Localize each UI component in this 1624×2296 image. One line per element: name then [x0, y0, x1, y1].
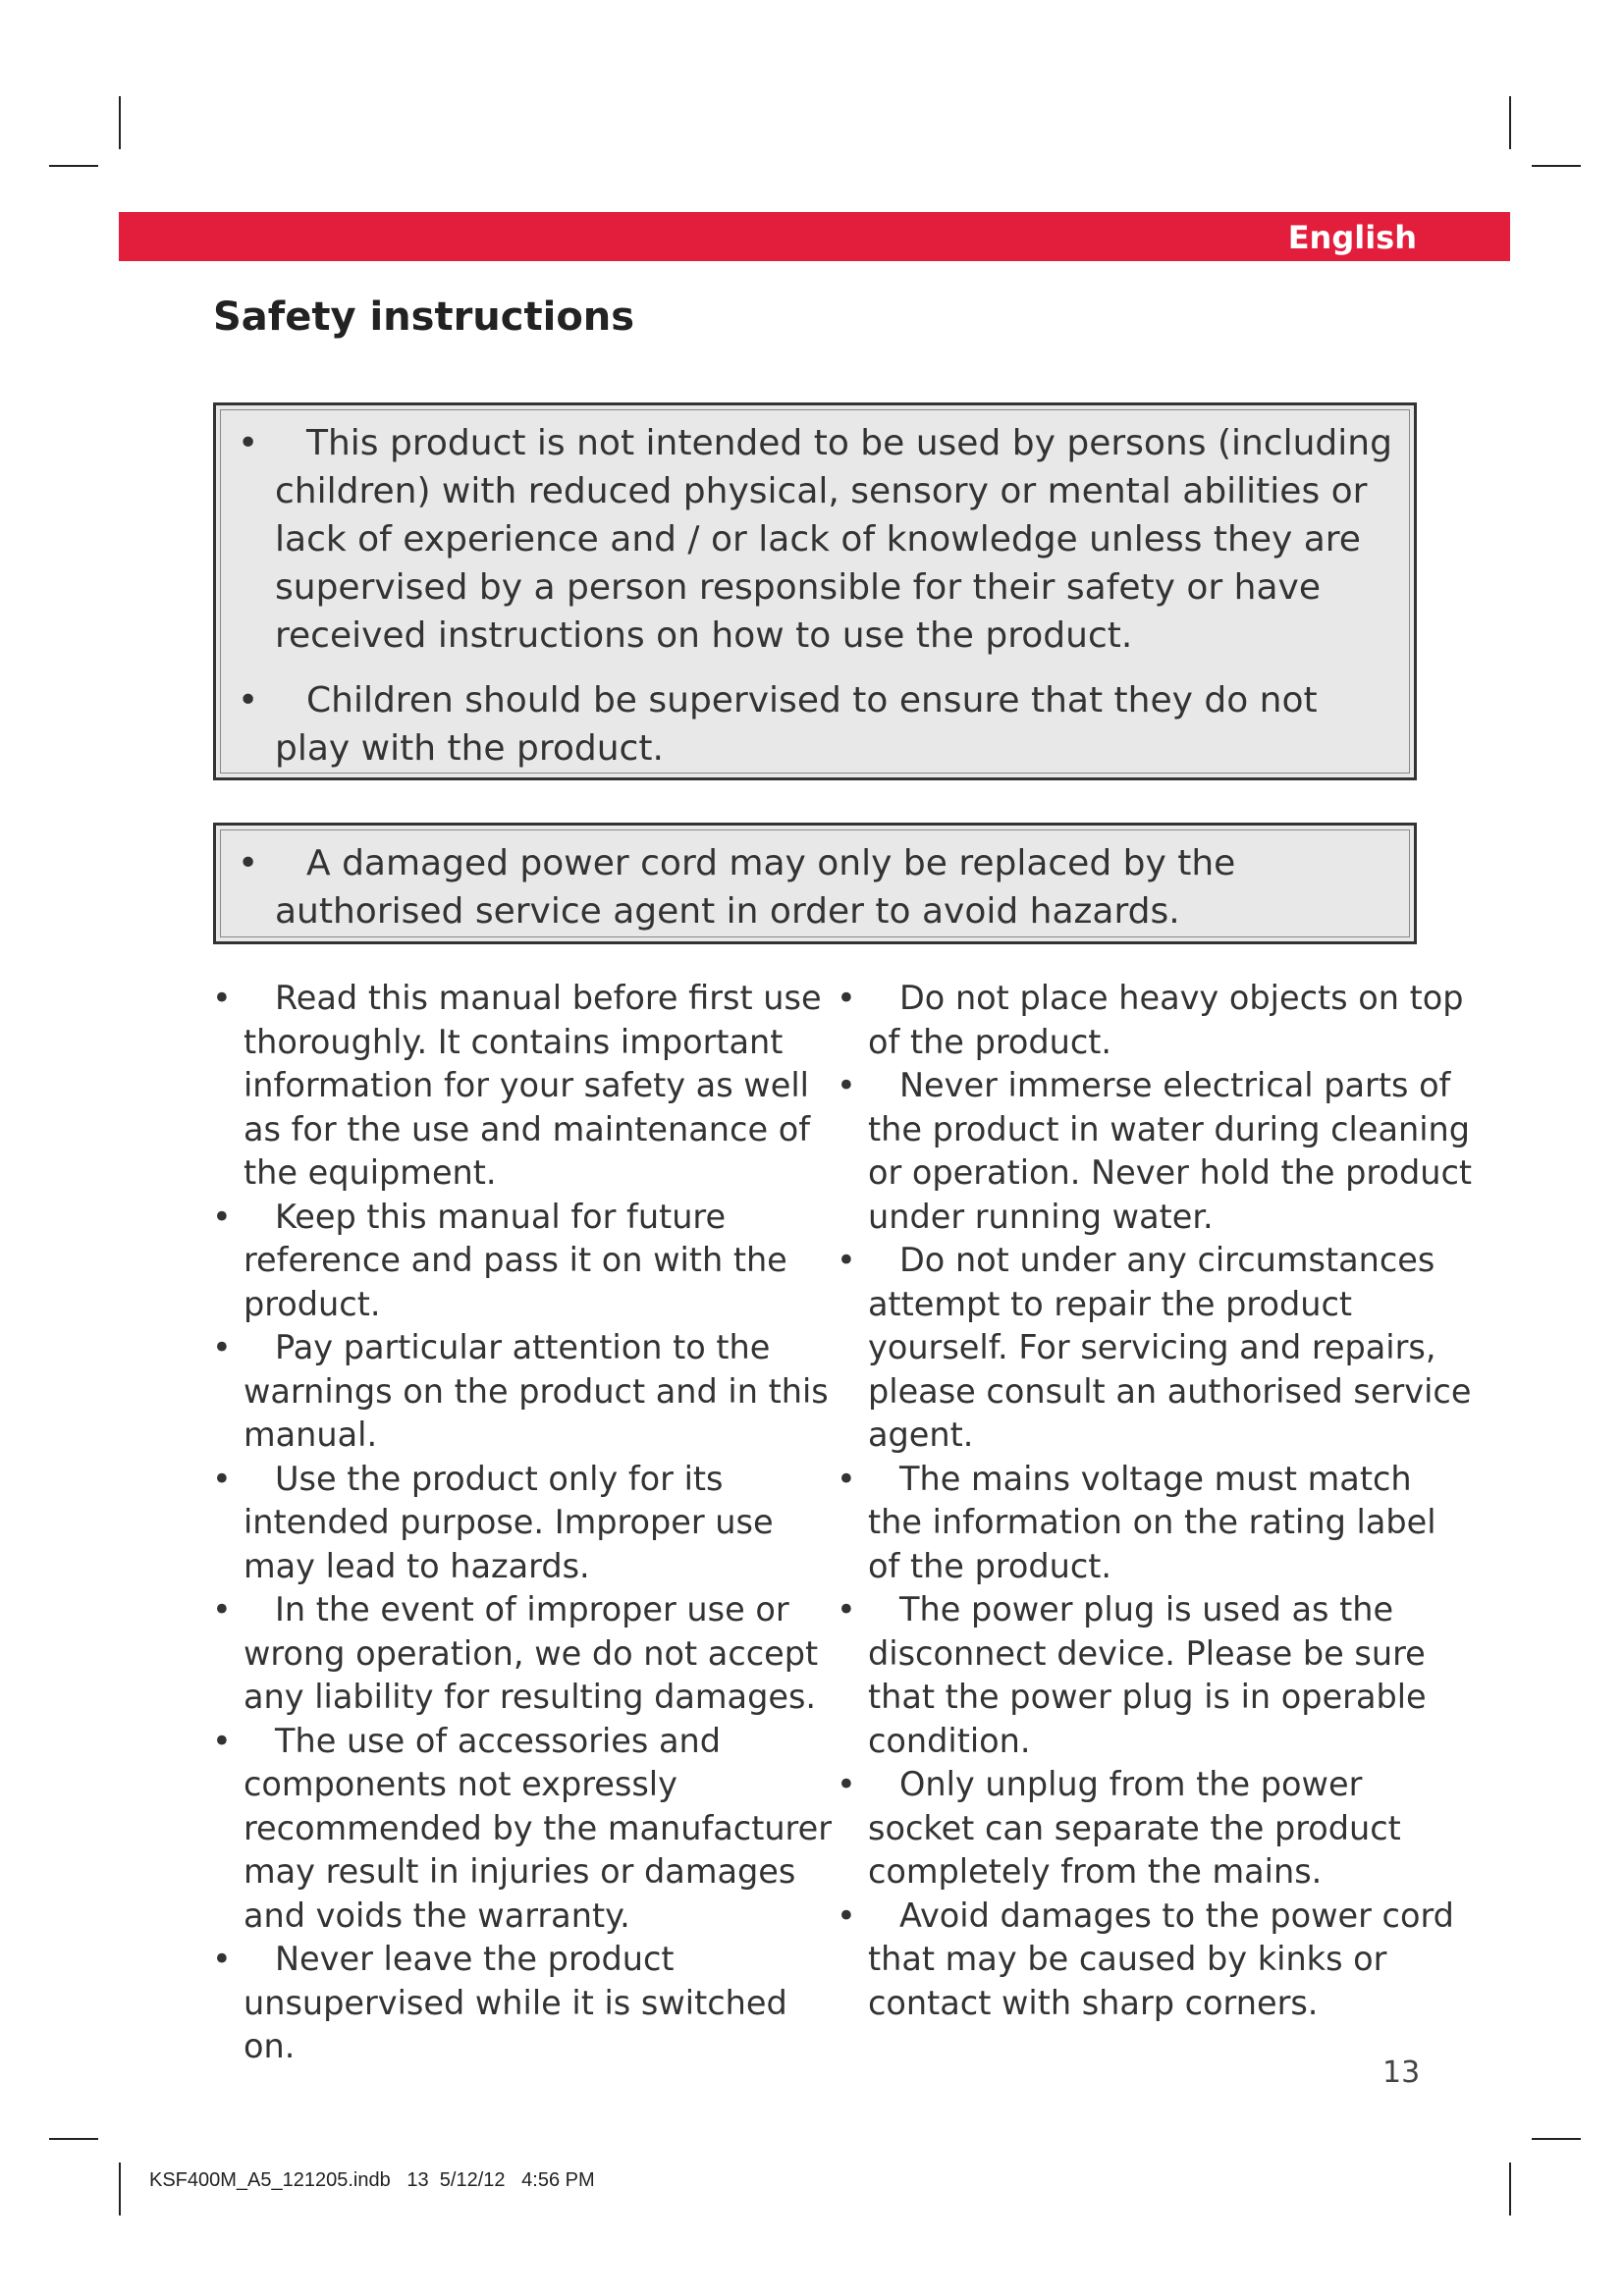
bullet: • [238, 680, 259, 721]
crop-mark [1532, 2138, 1581, 2140]
list-item-text: The mains voltage must match the information on the rating label of the product. [868, 1459, 1436, 1585]
list-item [837, 1239, 1475, 1458]
bullet: • [837, 1765, 856, 1803]
right-column [837, 977, 1475, 2025]
page-number: 13 [1382, 2056, 1421, 2090]
bullet: • [212, 1940, 232, 1978]
bullet: • [212, 1328, 232, 1366]
bullet: • [837, 1066, 856, 1104]
list-item [212, 1720, 840, 1939]
print-slug: KSF400M_A5_121205.indb 13 5/12/12 4:56 PM [149, 2169, 595, 2191]
bullet: • [837, 1896, 856, 1935]
crop-mark [1509, 96, 1511, 149]
list-item-text: Do not under any circumstances attempt to repair the product yourself. For servicing and repairs, please consult an authorised service agent. [868, 1241, 1472, 1454]
list-item-text: In the event of improper use or wrong operation, we do not accept any liability for resulting damages. [244, 1590, 819, 1716]
crop-mark [1532, 165, 1581, 167]
list-item [837, 1064, 1475, 1239]
language-header-bar [119, 212, 1510, 261]
list-item-text: Avoid damages to the power cord that may be caused by kinks or contact with sharp corners. [868, 1896, 1454, 2022]
page-title: Safety instructions [213, 294, 635, 340]
bullet: • [837, 979, 856, 1017]
crop-mark [1509, 2163, 1511, 2216]
list-item-text: This product is not intended to be used by persons (including children) with reduced physical, sensory or mental abilities or lack of experience and / or lack of knowledge unless they are supervised by a person responsible for their safety or have received instructions on how to use the product. [275, 423, 1392, 656]
bullet: • [212, 1590, 232, 1629]
warning-box [213, 823, 1417, 944]
bullet: • [837, 1459, 856, 1498]
list-item-text: A damaged power cord may only be replaced by the authorised service agent in order to avoid hazards. [275, 843, 1236, 932]
list-item-text: Do not place heavy objects on top of the product. [868, 979, 1464, 1061]
list-item [837, 1763, 1475, 1895]
list-item-text: Children should be supervised to ensure that they do not play with the product. [275, 680, 1318, 769]
list-item-text: Use the product only for its intended purpose. Improper use may lead to hazards. [244, 1459, 774, 1585]
list-item [212, 977, 840, 1196]
crop-mark [119, 2163, 121, 2216]
list-item-text: Only unplug from the power socket can separate the product completely from the mains. [868, 1765, 1401, 1891]
crop-mark [119, 96, 121, 149]
list-item [212, 1938, 840, 2069]
list-item-text: The power plug is used as the disconnect device. Please be sure that the power plug is in operable condition. [868, 1590, 1427, 1760]
list-item [837, 1895, 1475, 2026]
bullet: • [837, 1241, 856, 1279]
list-item-text: Pay particular attention to the warnings on the product and in this manual. [244, 1328, 829, 1454]
crop-mark [49, 165, 98, 167]
list-item-text: Keep this manual for future reference and pass it on with the product. [244, 1197, 787, 1323]
bullet: • [212, 1721, 232, 1760]
list-item [837, 977, 1475, 1064]
list-item-text: The use of accessories and components not expressly recommended by the manufacturer may result in injuries or damages and voids the warranty. [244, 1721, 832, 1935]
list-item [837, 1458, 1475, 1589]
warning-box [213, 402, 1417, 780]
list-item [212, 1588, 840, 1720]
crop-mark [49, 2138, 98, 2140]
list-item-text: Never leave the product unsupervised while it is switched on. [244, 1940, 787, 2065]
bullet: • [212, 979, 232, 1017]
list-item-text: Read this manual before first use thoroughly. It contains important information for your safety as well as for the use and maintenance of the equipment. [244, 979, 822, 1192]
bullet: • [212, 1459, 232, 1498]
bullet: • [837, 1590, 856, 1629]
list-item-text: Never immerse electrical parts of the product in water during cleaning or operation. Never hold the product under running water. [868, 1066, 1473, 1236]
list-item [238, 839, 1392, 935]
bullet: • [212, 1197, 232, 1236]
list-item [212, 1458, 840, 1589]
list-item [212, 1196, 840, 1327]
list-item [238, 419, 1392, 660]
bullet: • [238, 423, 259, 463]
language-label: English [1287, 219, 1417, 256]
left-column [212, 977, 840, 2069]
list-item [238, 676, 1392, 773]
list-item [212, 1326, 840, 1458]
list-item [837, 1588, 1475, 1763]
bullet: • [238, 843, 259, 883]
